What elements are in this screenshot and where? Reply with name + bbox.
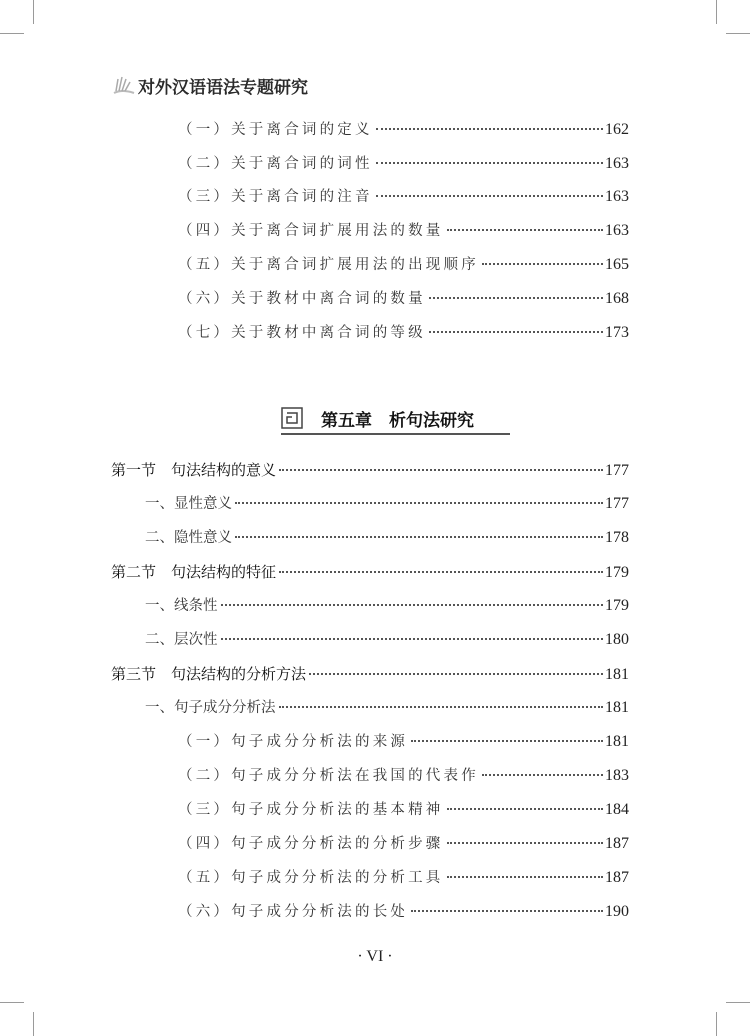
toc-entry-page: 163 [605, 155, 629, 172]
toc-entry[interactable] [178, 115, 629, 145]
dot-leader [447, 842, 604, 844]
toc-entry-label: 二、层次性 [145, 632, 218, 648]
toc-entry-label: 第一节 句法结构的意义 [111, 461, 277, 479]
crop-mark [716, 1012, 717, 1036]
toc-entry-page: 165 [605, 256, 629, 273]
crop-mark [726, 1002, 750, 1003]
toc-entry-page: 190 [605, 903, 629, 920]
toc-entry-label: （五）关于离合词扩展用法的出现顺序 [178, 257, 479, 273]
dot-leader [447, 229, 604, 231]
toc-entry[interactable] [178, 182, 629, 212]
toc-entry-label: （三）句子成分分析法的基本精神 [178, 802, 444, 818]
toc-entry-page: 181 [605, 666, 629, 683]
toc-entry-page: 184 [605, 801, 629, 818]
toc-entry-label: （六）关于教材中离合词的数量 [178, 291, 426, 307]
toc-entry[interactable] [145, 625, 629, 655]
toc-entry[interactable] [178, 250, 629, 280]
page-number: · VI · [357, 948, 393, 965]
toc-entry-page: 163 [605, 188, 629, 205]
dot-leader [429, 297, 603, 299]
toc-entry-page: 163 [605, 222, 629, 239]
toc-entry-page: 180 [605, 631, 629, 648]
toc-entry-label: （五）句子成分分析法的分析工具 [178, 870, 444, 886]
toc-entry-label: （三）关于离合词的注音 [178, 189, 373, 205]
toc-entry-label: （六）句子成分分析法的长处 [178, 904, 409, 920]
toc-entry[interactable] [178, 829, 629, 859]
dot-leader [411, 910, 603, 912]
toc-entry-page: 178 [605, 529, 629, 546]
toc-entry[interactable] [145, 591, 629, 621]
dot-leader [482, 263, 603, 265]
toc-entry-page: 183 [605, 767, 629, 784]
toc-entry[interactable] [178, 318, 629, 348]
crop-mark [0, 1002, 24, 1003]
toc-entry-page: 173 [605, 324, 629, 341]
toc-entry[interactable] [145, 523, 629, 553]
dot-leader [482, 774, 603, 776]
toc-entry[interactable] [178, 727, 629, 757]
toc-entry-page: 168 [605, 290, 629, 307]
toc-entry-label: 二、隐性意义 [145, 530, 232, 546]
dot-leader [447, 808, 604, 810]
dot-leader [376, 195, 603, 197]
toc-entry-page: 179 [605, 597, 629, 614]
toc-entry-page: 181 [605, 733, 629, 750]
dot-leader [279, 571, 603, 573]
dot-leader [309, 673, 603, 675]
toc-entry[interactable] [178, 863, 629, 893]
toc-entry-page: 162 [605, 121, 629, 138]
toc-entry[interactable] [178, 216, 629, 246]
crop-mark [726, 33, 750, 34]
crop-mark [716, 0, 717, 24]
toc-entry[interactable] [145, 693, 629, 723]
toc-entry[interactable] [178, 284, 629, 314]
dot-leader [279, 706, 604, 708]
dot-leader [376, 162, 603, 164]
chapter-title: 第五章 析句法研究 [321, 410, 474, 431]
crop-mark [0, 33, 24, 34]
toc-section[interactable] [111, 557, 629, 587]
toc-entry-page: 179 [605, 564, 629, 581]
toc-entry-label: 第二节 句法结构的特征 [111, 563, 277, 581]
toc-entry-label: （一）句子成分分析法的来源 [178, 734, 409, 750]
square-spiral-icon [281, 407, 303, 429]
dot-leader [411, 740, 603, 742]
dot-leader [429, 331, 603, 333]
toc-entry-label: （一）关于离合词的定义 [178, 122, 373, 138]
crop-mark [33, 1012, 34, 1036]
dot-leader [376, 128, 603, 130]
toc-entry[interactable] [178, 897, 629, 927]
running-header [108, 70, 308, 100]
dot-leader [235, 502, 603, 504]
toc-entry-label: 一、显性意义 [145, 496, 232, 512]
book-title: 对外汉语语法专题研究 [138, 77, 308, 98]
book-with-leaves-icon [108, 73, 136, 97]
toc-entry[interactable] [178, 761, 629, 791]
toc-entry[interactable] [145, 489, 629, 519]
chapter-heading[interactable] [281, 403, 510, 435]
toc-section[interactable] [111, 455, 629, 485]
toc-entry-label: 一、线条性 [145, 598, 218, 614]
dot-leader [235, 536, 603, 538]
toc-entry-page: 187 [605, 835, 629, 852]
toc-entry-label: （二）句子成分分析法在我国的代表作 [178, 768, 479, 784]
toc-entry-label: （四）句子成分分析法的分析步骤 [178, 836, 444, 852]
toc-entry-label: （四）关于离合词扩展用法的数量 [178, 223, 444, 239]
toc-entry-page: 177 [605, 495, 629, 512]
toc-entry-label: （二）关于离合词的词性 [178, 156, 373, 172]
dot-leader [221, 638, 604, 640]
toc-entry-page: 177 [605, 462, 629, 479]
toc-entry[interactable] [178, 149, 629, 179]
toc-entry[interactable] [178, 795, 629, 825]
toc-entry-label: 一、句子成分分析法 [145, 700, 276, 716]
crop-mark [33, 0, 34, 24]
toc-entry-page: 181 [605, 699, 629, 716]
dot-leader [447, 876, 604, 878]
toc-entry-page: 187 [605, 869, 629, 886]
dot-leader [221, 604, 604, 606]
dot-leader [279, 469, 603, 471]
toc-section[interactable] [111, 659, 629, 689]
toc-entry-label: （七）关于教材中离合词的等级 [178, 325, 426, 341]
toc-entry-label: 第三节 句法结构的分析方法 [111, 665, 307, 683]
